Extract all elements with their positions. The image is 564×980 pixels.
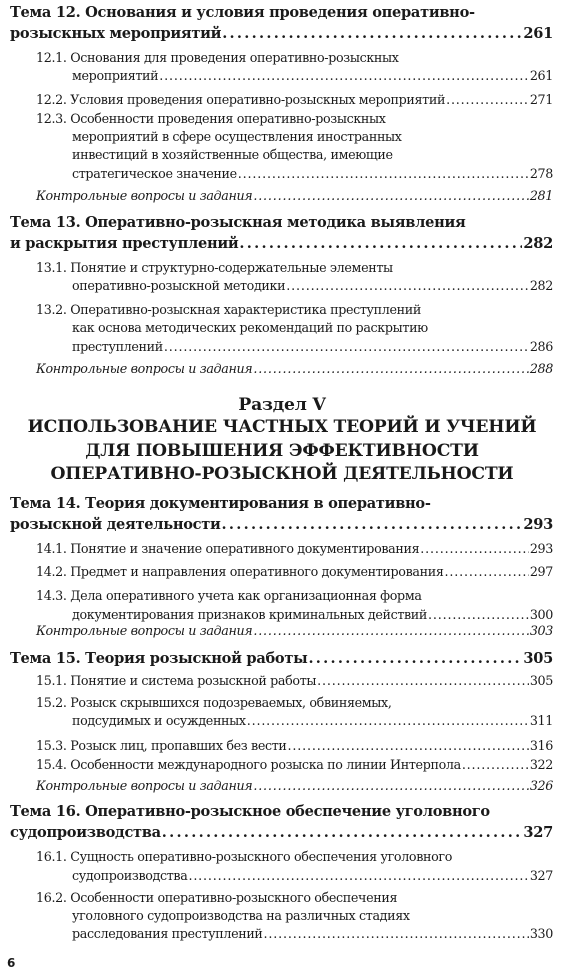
dot-leader [288, 738, 529, 753]
dot-leader [462, 757, 529, 772]
dot-leader [238, 166, 529, 181]
toc-entry-title: Тема 12. Основания и условия проведения оперативно- [10, 4, 475, 21]
toc-subsection [36, 50, 553, 65]
toc-entry-title: и раскрытия преступлений [10, 235, 239, 252]
section-heading: ОПЕРАТИВНО-РОЗЫСКНОЙ ДЕЯТЕЛЬНОСТИ [50, 464, 514, 484]
toc-subsection [72, 908, 553, 923]
toc-entry-title: Контрольные вопросы и задания [36, 778, 253, 793]
toc-control-questions [36, 623, 553, 638]
toc-subsection [72, 713, 553, 728]
toc-page-number: 316 [529, 738, 553, 753]
dot-leader [428, 607, 529, 622]
toc-entry-title: Тема 14. Теория документирования в оперативно- [10, 495, 431, 512]
toc-control-questions [36, 361, 553, 376]
toc-subsection [36, 92, 553, 107]
toc-topic [10, 4, 553, 21]
dot-leader [446, 92, 529, 107]
dot-leader [317, 673, 529, 688]
toc-page-number: 261 [523, 25, 553, 42]
toc-entry-title: 12.3. Особенности проведения оперативно-розыскных [36, 111, 386, 126]
toc-subsection [72, 129, 553, 144]
dot-leader [444, 564, 528, 579]
toc-page-number: 286 [529, 339, 553, 354]
dot-leader [162, 824, 523, 841]
toc-subsection [72, 868, 553, 883]
toc-page-number: 305 [529, 673, 553, 688]
toc-topic [10, 235, 553, 252]
dot-leader [222, 516, 523, 533]
toc-entry-title: судопроизводства [72, 868, 188, 883]
toc-page-number: 281 [529, 188, 553, 203]
toc-entry-title: 12.1. Основания для проведения оперативно-розыскных [36, 50, 399, 65]
toc-entry-title: оперативно-розыскной методики [72, 278, 286, 293]
dot-leader [222, 25, 522, 42]
dot-leader [253, 361, 529, 376]
toc-subsection [36, 695, 553, 710]
toc-page-number: 327 [529, 868, 553, 883]
toc-topic [10, 824, 553, 841]
toc-entry-title: документирования признаков криминальных действий [72, 607, 428, 622]
dot-leader [247, 713, 529, 728]
toc-entry-title: 15.1. Понятие и система розыскной работы [36, 673, 317, 688]
toc-entry-title: Тема 13. Оперативно-розыскная методика выявления [10, 214, 466, 231]
toc-entry-title: мероприятий [72, 68, 159, 83]
toc-entry-title: Контрольные вопросы и задания [36, 188, 253, 203]
dot-leader [239, 235, 522, 252]
toc-subsection [36, 757, 553, 772]
toc-topic [10, 495, 553, 512]
toc-entry-title: 15.3. Розыск лиц, пропавших без вести [36, 738, 287, 753]
toc-entry-title: судопроизводства [10, 824, 161, 841]
toc-subsection [72, 68, 553, 83]
toc-subsection [36, 564, 553, 579]
dot-leader [253, 623, 529, 638]
toc-page-number: 261 [529, 68, 553, 83]
toc-page-number: 326 [529, 778, 553, 793]
toc-entry-title: стратегическое значение [72, 166, 237, 181]
toc-entry-title: уголовного судопроизводства на различных стадиях [72, 908, 410, 923]
dot-leader [286, 278, 529, 293]
toc-page-number: 330 [529, 926, 553, 941]
toc-page-number: 288 [529, 361, 553, 376]
toc-page-number: 293 [529, 541, 553, 556]
toc-topic [10, 516, 553, 533]
toc-entry-title: розыскной деятельности [10, 516, 221, 533]
toc-page-number: 305 [523, 650, 553, 667]
toc-subsection [72, 339, 553, 354]
dot-leader [188, 868, 528, 883]
toc-page-number: 300 [529, 607, 553, 622]
toc-page-number: 282 [523, 235, 553, 252]
toc-page-number: 282 [529, 278, 553, 293]
toc-entry-title: Тема 15. Теория розыскной работы [10, 650, 308, 667]
toc-topic [10, 214, 553, 231]
toc-entry-title: 14.1. Понятие и значение оперативного документирования [36, 541, 420, 556]
toc-page-number: 297 [529, 564, 553, 579]
dot-leader [420, 541, 529, 556]
toc-subsection [36, 541, 553, 556]
toc-control-questions [36, 778, 553, 793]
toc-entry-title: 14.3. Дела оперативного учета как организационная форма [36, 588, 422, 603]
toc-subsection [36, 738, 553, 753]
toc-subsection [36, 849, 553, 864]
toc-entry-title: 16.1. Сущность оперативно-розыскного обеспечения уголовного [36, 849, 452, 864]
toc-subsection [36, 890, 553, 905]
toc-subsection [72, 320, 553, 335]
page-number: 6 [7, 956, 16, 970]
toc-page-number: 293 [523, 516, 553, 533]
toc-topic [10, 25, 553, 42]
dot-leader [253, 188, 529, 203]
toc-page-number: 327 [523, 824, 553, 841]
toc-entry-title: Контрольные вопросы и задания [36, 361, 253, 376]
toc-subsection [36, 260, 553, 275]
toc-subsection [36, 111, 553, 126]
toc-subsection [36, 588, 553, 603]
toc-subsection [36, 673, 553, 688]
toc-entry-title: мероприятий в сфере осуществления иностранных [72, 129, 402, 144]
toc-entry-title: как основа методических рекомендаций по раскрытию [72, 320, 428, 335]
toc-entry-title: преступлений [72, 339, 163, 354]
toc-entry-title: инвестиций в хозяйственные общества, имеющие [72, 147, 393, 162]
toc-entry-title: 15.2. Розыск скрывшихся подозреваемых, обвиняемых, [36, 695, 392, 710]
section-heading: ДЛЯ ПОВЫШЕНИЯ ЭФФЕКТИВНОСТИ [85, 441, 479, 461]
toc-entry-title: 13.1. Понятие и структурно-содержательные элементы [36, 260, 393, 275]
dot-leader [253, 778, 529, 793]
toc-subsection [36, 302, 553, 317]
toc-page-number: 311 [529, 713, 553, 728]
toc-page-number: 303 [529, 623, 553, 638]
toc-topic [10, 650, 553, 667]
toc-entry-title: Контрольные вопросы и задания [36, 623, 253, 638]
toc-page-number: 278 [529, 166, 553, 181]
toc-entry-title: 15.4. Особенности международного розыска по линии Интерпола [36, 757, 461, 772]
toc-entry-title: 13.2. Оперативно-розыскная характеристика преступлений [36, 302, 421, 317]
dot-leader [159, 68, 529, 83]
toc-subsection [72, 926, 553, 941]
toc-entry-title: расследования преступлений [72, 926, 263, 941]
toc-subsection [72, 147, 553, 162]
toc-page-number: 271 [529, 92, 553, 107]
dot-leader [264, 926, 529, 941]
dot-leader [164, 339, 529, 354]
section-number: Раздел V [238, 395, 326, 415]
toc-subsection [72, 166, 553, 181]
toc-entry-title: подсудимых и осужденных [72, 713, 246, 728]
toc-subsection [72, 278, 553, 293]
toc-entry-title: 12.2. Условия проведения оперативно-розыскных мероприятий [36, 92, 446, 107]
toc-subsection [72, 607, 553, 622]
toc-page-number: 322 [529, 757, 553, 772]
toc-entry-title: Тема 16. Оперативно-розыскное обеспечение уголовного [10, 803, 490, 820]
dot-leader [308, 650, 522, 667]
toc-entry-title: розыскных мероприятий [10, 25, 222, 42]
toc-control-questions [36, 188, 553, 203]
section-heading: ИСПОЛЬЗОВАНИЕ ЧАСТНЫХ ТЕОРИЙ И УЧЕНИЙ [27, 417, 537, 437]
toc-topic [10, 803, 553, 820]
toc-entry-title: 16.2. Особенности оперативно-розыскного обеспечения [36, 890, 398, 905]
toc-entry-title: 14.2. Предмет и направления оперативного документирования [36, 564, 444, 579]
